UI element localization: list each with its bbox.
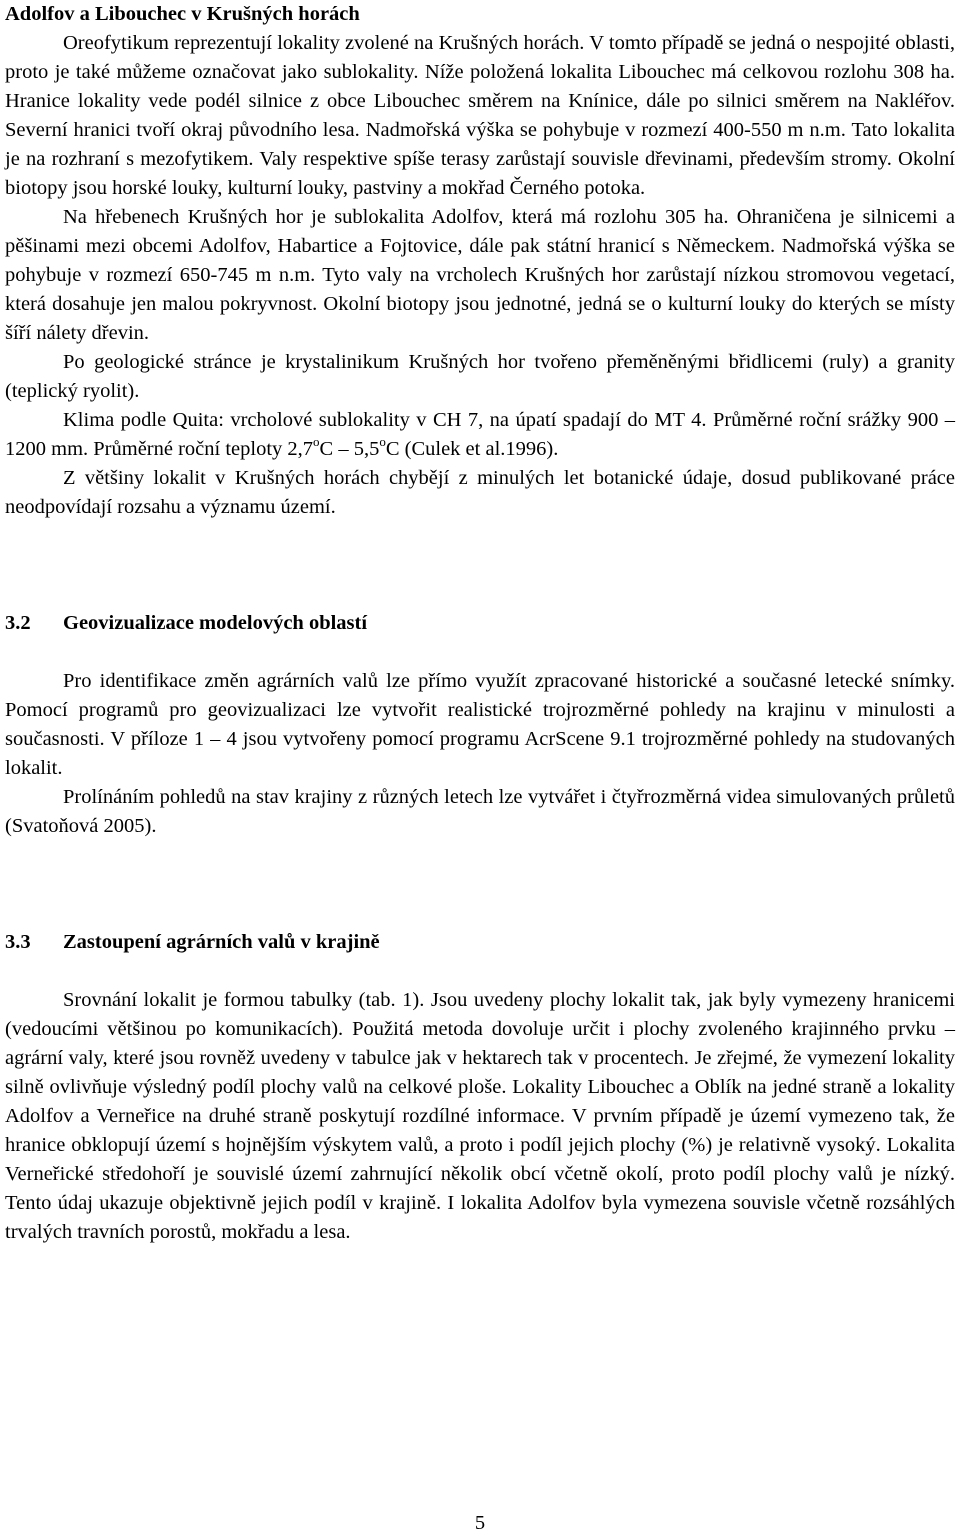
climate-text-after: C (Culek et al.1996). xyxy=(385,438,559,460)
section-title: Geovizualizace modelových oblastí xyxy=(63,612,368,634)
climate-text-mid: C – 5,5 xyxy=(319,438,380,460)
page-number: 5 xyxy=(474,1512,486,1534)
climate-text-before: Klima podle Quita: vrcholové sublokality v CH 7, na úpatí spadají do MT 4. Průměrné roční srážky 900 – 1200 mm. Průměrné roční teploty 2,7 xyxy=(5,409,955,460)
degree-sign: o xyxy=(313,434,320,449)
section-title-adolfov: Adolfov a Libouchec v Krušných horách xyxy=(5,3,360,25)
section-number: 3.3 xyxy=(5,931,31,953)
paragraph: Na hřebenech Krušných hor je sublokalita Adolfov, která má rozlohu 305 ha. Ohraničena je silnicemi a pěšinami mezi obcemi Adolfov, Habartice a Fojtovice, dále pak státní hranicí s Německem. Nadmořská výška se pohybuje v rozmezí 650-745 m n.m. Tyto valy na vrcholech Krušných hor zarůstají nízkou stromovou vegetací, která dosahuje jen malou pokryvnost. Okolní biotopy jsou jednotné, jedná se o kulturní louky do kterých se místy šíří nálety dřevin. xyxy=(5,206,955,344)
paragraph: Z většiny lokalit v Krušných horách chybějí z minulých let botanické údaje, dosud publikované práce neodpovídají rozsahu a významu území. xyxy=(5,467,955,518)
paragraph: Pro identifikace změn agrárních valů lze přímo využít zpracované historické a současné letecké snímky. Pomocí programů pro geovizualizaci lze vytvořit realistické trojrozměrné pohledy na krajinu v minulosti a současnosti. V příloze 1 – 4 jsou vytvořeny pomocí programu AcrScene 9.1 trojrozměrné pohledy na studovaných lokalit. xyxy=(5,670,955,779)
paragraph: Srovnání lokalit je formou tabulky (tab. 1). Jsou uvedeny plochy lokalit tak, jak byly vymezeny hranicemi (vedoucími většinou po komunikacích). Použitá metoda dovoluje určit i plochy zvoleného krajinného prvku – agrární valy, které jsou rovněž uvedeny v tabulce jak v hektarech tak v procentech. Je zřejmé, že vymezení lokality silně ovlivňuje výsledný podíl plochy valů na celkové ploše. Lokality Libouchec a Oblík na jedné straně a lokality Adolfov a Verneřice na druhé straně poskytují rozdílné informace. V prvním případě je území vymezeno tak, že hranice obklopují území s hojnějším výskytem valů, a proto i podíl jejich plochy (%) je relativně vysoký. Lokalita Verneřické středohoří je souvislé území zahrnující několik obcí včetně okolí, proto podíl plochy valů je nízký. Tento údaj ukazuje objektivně jejich podíl v krajině. I lokalita Adolfov byla vymezena souvisle včetně rozsáhlých trvalých travních porostů, mokřadu a lesa. xyxy=(5,989,955,1243)
climate-paragraph xyxy=(5,406,955,464)
degree-sign: o xyxy=(379,434,386,449)
section-number: 3.2 xyxy=(5,612,31,634)
paragraph: Po geologické stránce je krystalinikum Krušných hor tvořeno přeměněnými břidlicemi (ruly) a granity (teplický ryolit). xyxy=(5,351,955,402)
section-heading-3-2 xyxy=(5,609,955,638)
section-title: Zastoupení agrárních valů v krajině xyxy=(63,931,380,953)
paragraph: Oreofytikum reprezentují lokality zvolené na Krušných horách. V tomto případě se jedná o nespojité oblasti, proto je také můžeme označovat jako sublokality. Níže položená lokalita Libouchec má celkovou rozlohu 308 ha. Hranice lokality vede podél silnice z obce Libouchec směrem na Knínice, dále po silnici směrem na Nakléřov. Severní hranici tvoří okraj původního lesa. Nadmořská výška se pohybuje v rozmezí 400-550 m n.m. Tato lokalita je na rozhraní s mezofytikem. Valy respektive spíše terasy zarůstají souvisle dřevinami, především stromy. Okolní biotopy jsou horské louky, kulturní louky, pastviny a mokřad Černého potoka. xyxy=(5,32,955,199)
document-page xyxy=(5,0,955,1247)
section-heading-3-3 xyxy=(5,928,955,957)
paragraph: Prolínáním pohledů na stav krajiny z různých letech lze vytvářet i čtyřrozměrná videa simulovaných průletů (Svatoňová 2005). xyxy=(5,786,955,837)
